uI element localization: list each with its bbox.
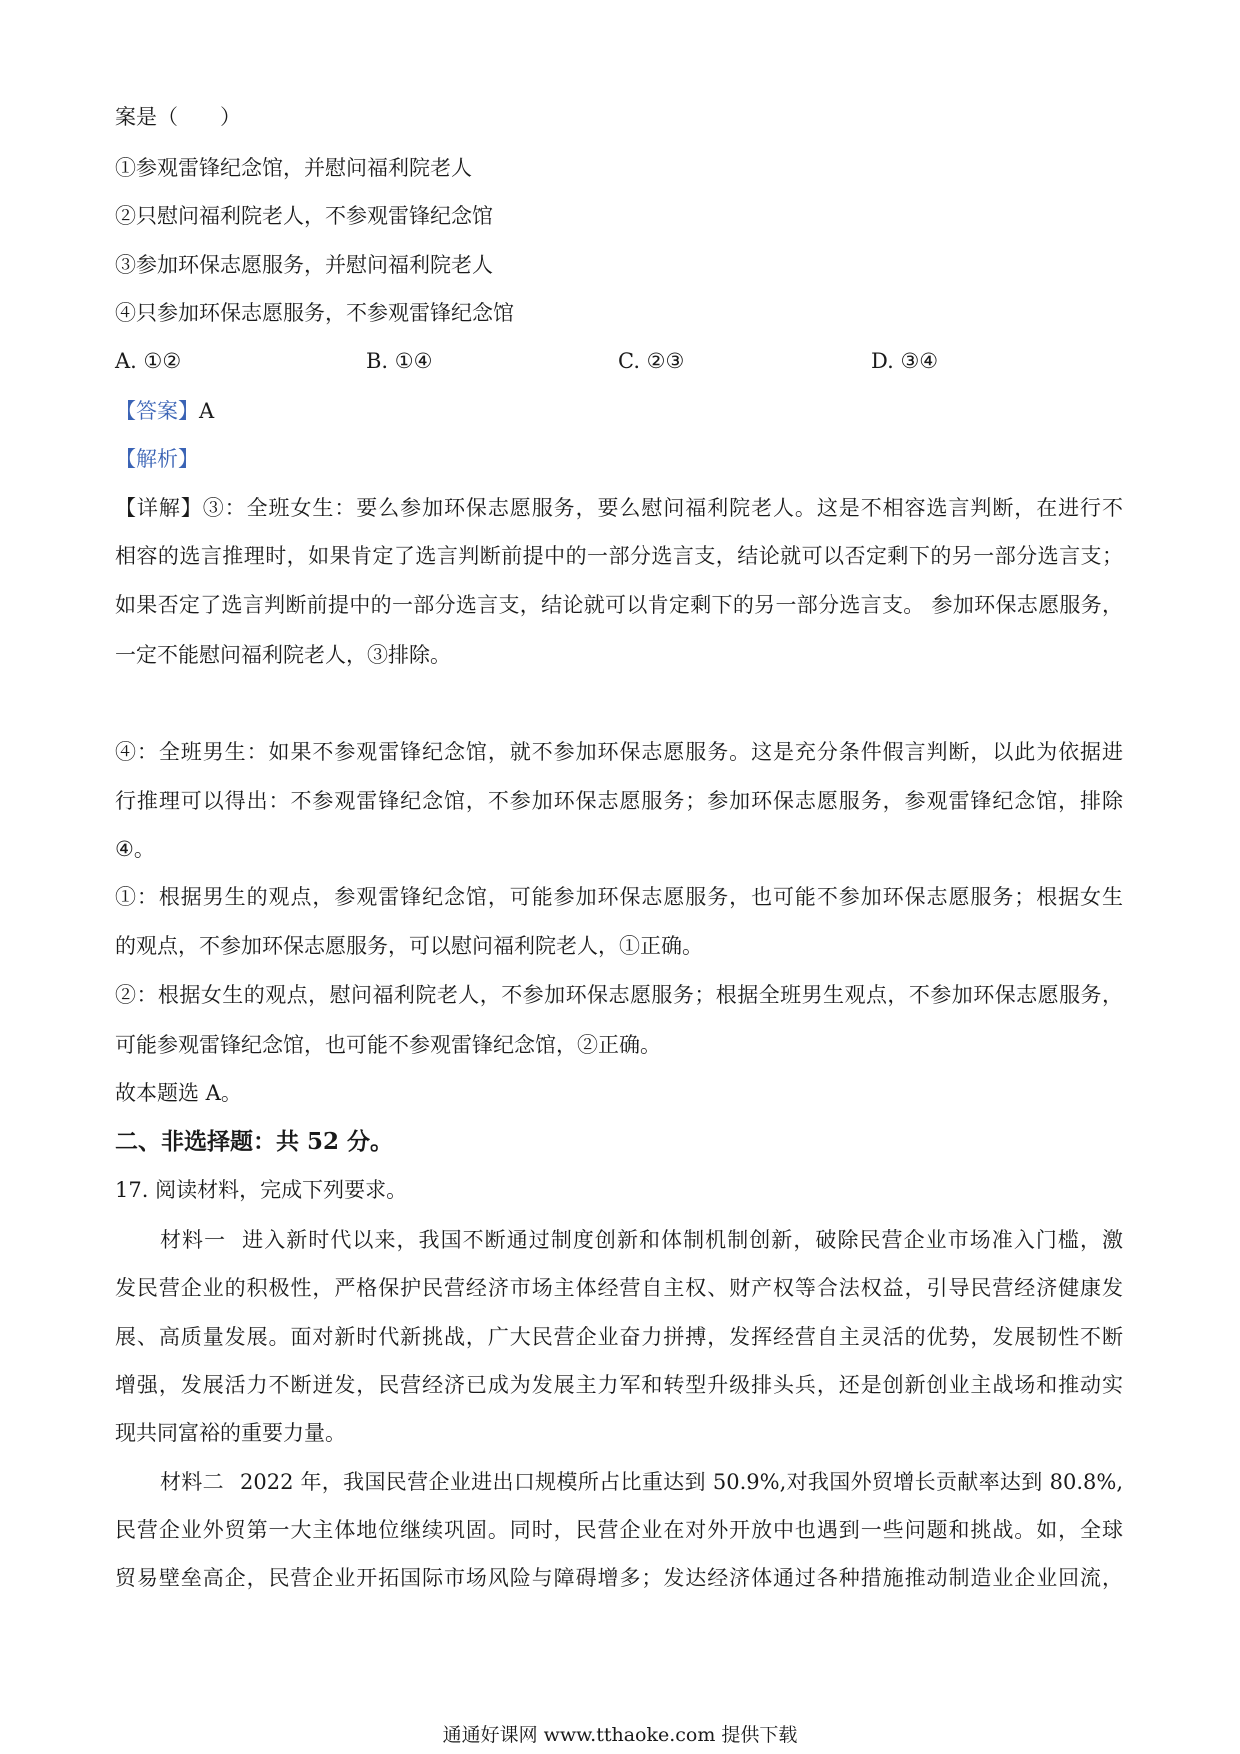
analysis-label: 【解析】 (115, 447, 199, 471)
detail-p3-line-1: ①：根据男生的观点，参观雷锋纪念馆，可能参加环保志愿服务，也可能不参加环保志愿服务；根据女生 (115, 885, 1123, 909)
material-2-line-3: 贸易壁垒高企，民营企业开拓国际市场风险与障碍增多；发达经济体通过各种措施推动制造业企业回流， (115, 1566, 1123, 1590)
material-1-label: 材料一 (160, 1228, 227, 1252)
material-2-line-1 (160, 1467, 1123, 1497)
answer-value: A (199, 399, 215, 423)
material-2-text-1: 2022 年，我国民营企业进出口规模所占比重达到 50.9%,对我国外贸增长贡献率达到 80.8%, (240, 1470, 1123, 1494)
material-1-line-3: 展、高质量发展。面对新时代新挑战，广大民营企业奋力拼搏，发挥经营自主灵活的优势，发展韧性不断 (115, 1325, 1123, 1349)
material-1-text-1: 进入新时代以来，我国不断通过制度创新和体制机制创新，破除民营企业市场准入门槛，激 (242, 1228, 1124, 1252)
statement-4: ④只参加环保志愿服务，不参观雷锋纪念馆 (115, 301, 514, 325)
detail-p4-line-2: 可能参观雷锋纪念馆，也可能不参观雷锋纪念馆，②正确。 (115, 1033, 661, 1057)
statement-3: ③参加环保志愿服务，并慰问福利院老人 (115, 253, 493, 277)
statement-2: ②只慰问福利院老人，不参观雷锋纪念馆 (115, 204, 493, 228)
detail-p2-line-3: ④。 (115, 837, 155, 861)
material-1-line-4: 增强，发展活力不断迸发，民营经济已成为发展主力军和转型升级排头兵，还是创新创业主战场和推动实 (115, 1373, 1123, 1397)
material-1-line-1 (160, 1225, 1123, 1255)
detail-p2-line-2: 行推理可以得出：不参观雷锋纪念馆，不参加环保志愿服务；参加环保志愿服务，参观雷锋纪念馆，排除 (115, 789, 1123, 813)
material-1-line-2: 发民营企业的积极性，严格保护民营经济市场主体经营自主权、财产权等合法权益，引导民营经济健康发 (115, 1276, 1123, 1300)
detail-p4-line-1: ②：根据女生的观点，慰问福利院老人，不参加环保志愿服务；根据全班男生观点，不参加环保志愿服务， (115, 983, 1123, 1007)
detail-p2-line-1: ④：全班男生：如果不参观雷锋纪念馆，就不参加环保志愿服务。这是充分条件假言判断，以此为依据进 (115, 740, 1123, 764)
detail-p1-line-1: 【详解】③：全班女生：要么参加环保志愿服务，要么慰问福利院老人。这是不相容选言判断，在进行不 (115, 496, 1123, 520)
detail-p1-line-2: 相容的选言推理时，如果肯定了选言判断前提中的一部分选言支，结论就可以否定剩下的另一部分选言支； (115, 544, 1123, 568)
statement-1: ①参观雷锋纪念馆，并慰问福利院老人 (115, 156, 472, 180)
question-stem-end: 案是（ ） (115, 105, 241, 129)
detail-conclusion: 故本题选 A。 (115, 1081, 242, 1105)
material-2-label: 材料二 (160, 1470, 225, 1494)
option-b: B. ①④ (366, 349, 433, 373)
detail-p1-line-3: 如果否定了选言判断前提中的一部分选言支，结论就可以肯定剩下的另一部分选言支。 参加环保志愿服务， (115, 593, 1123, 617)
page-footer: 通通好课网 www.tthaoke.com 提供下载 (442, 1724, 798, 1746)
material-2-line-2: 民营企业外贸第一大主体地位继续巩固。同时，民营企业在对外开放中也遇到一些问题和挑战。如，全球 (115, 1518, 1123, 1542)
option-d: D. ③④ (871, 349, 939, 373)
answer-line (115, 396, 214, 426)
option-a: A. ①② (115, 349, 182, 373)
detail-p3-line-2: 的观点，不参加环保志愿服务，可以慰问福利院老人，①正确。 (115, 934, 703, 958)
material-1-line-5: 现共同富裕的重要力量。 (115, 1421, 346, 1445)
answer-label: 【答案】 (115, 399, 199, 423)
section-heading: 二、非选择题：共 52 分。 (115, 1128, 394, 1155)
q17-prompt: 17. 阅读材料，完成下列要求。 (115, 1178, 408, 1202)
detail-p1-line-4: 一定不能慰问福利院老人，③排除。 (115, 643, 451, 667)
option-c: C. ②③ (618, 349, 685, 373)
